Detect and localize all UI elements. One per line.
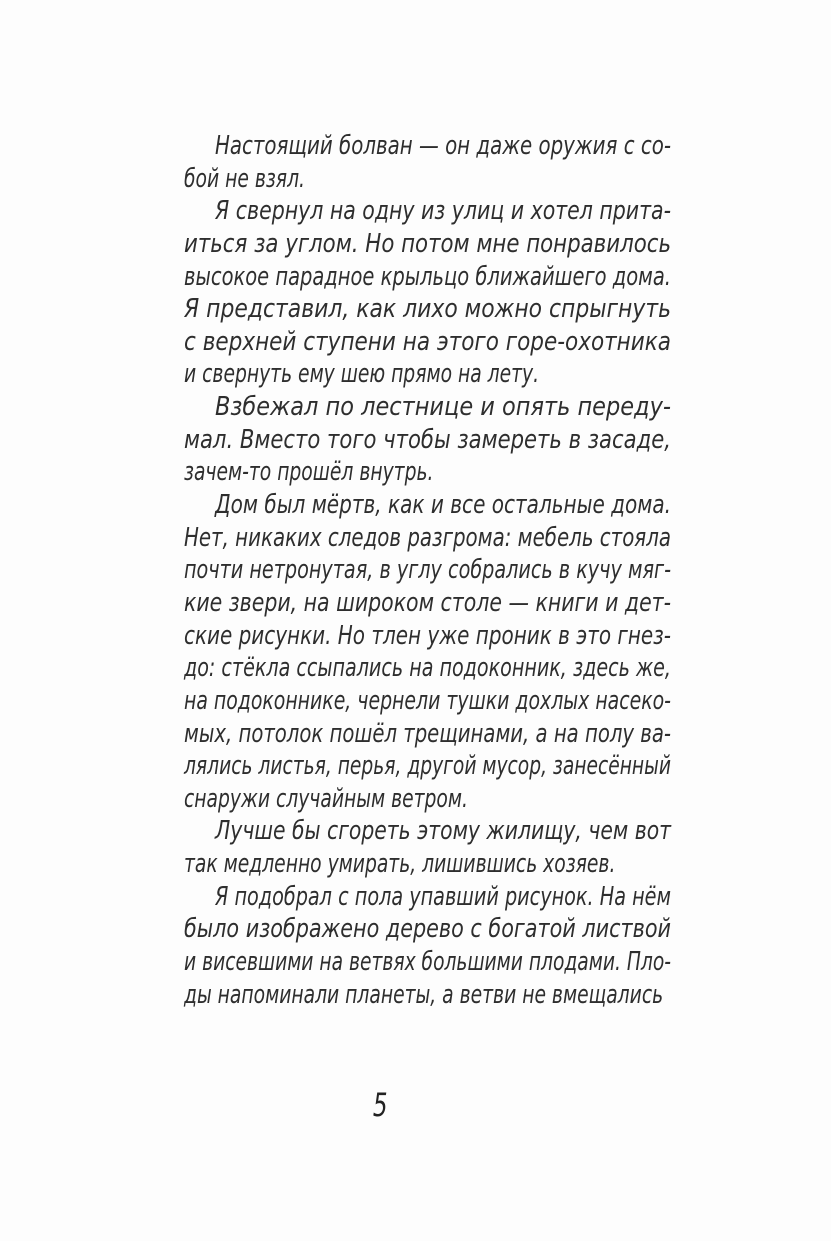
text-line: почти нетронутая, в углу собрались в кучу мяг-: [184, 555, 671, 586]
text-line: на подоконнике, чернели тушки дохлых насеко-: [184, 685, 671, 716]
text-line: лялись листья, перья, другой мусор, занесённый: [184, 751, 671, 782]
paragraph: [184, 815, 671, 880]
text-line: Лучше бы сгореть этому жилищу, чем вот: [215, 816, 671, 847]
text-line: и висевшими на ветвях большими плодами. Пло-: [184, 947, 671, 978]
text-line: бой не взял.: [184, 163, 305, 194]
text-line: Нет, никаких следов разгрома: мебель стояла: [184, 522, 671, 553]
paragraph: [184, 881, 671, 1012]
text-line: Настоящий болван — он даже оружия с со-: [215, 131, 671, 161]
text-line: снаружи случайным ветром.: [184, 783, 468, 814]
text-line: до: стёкла ссыпались на подоконник, здесь же,: [184, 653, 671, 684]
text-line: ды напоминали планеты, а ветви не вмещались: [184, 979, 664, 1010]
text-line: было изображено дерево с богатой листвой: [184, 914, 671, 945]
text-line: Дом был мёртв, как и все остальные дома.: [215, 490, 671, 521]
paragraph: [184, 391, 671, 489]
text-line: Я подобрал с пола упавший рисунок. На нём: [215, 881, 671, 912]
paragraph: [184, 130, 671, 195]
text-line: иться за углом. Но потом мне понравилось: [184, 228, 671, 259]
page-number-value: 5: [372, 1086, 388, 1124]
paragraph: [184, 489, 671, 815]
text-line: зачем-то прошёл внутрь.: [184, 457, 434, 488]
text-line: Я свернул на одну из улиц и хотел прита-: [215, 196, 671, 227]
text-line: высокое парадное крыльцо ближайшего дома.: [184, 261, 671, 292]
text-line: с верхней ступени на этого горе-охотника: [184, 326, 671, 357]
text-line: кие звери, на широком столе — книги и дет-: [184, 587, 671, 618]
page-number: [340, 1086, 420, 1124]
text-line: ские рисунки. Но тлен уже проник в это гнез-: [184, 620, 671, 651]
paragraph: [184, 195, 671, 391]
text-line: Взбежал по лестнице и опять переду-: [215, 392, 671, 423]
text-line: мал. Вместо того чтобы замереть в засаде,: [184, 424, 671, 455]
text-line: и свернуть ему шею прямо на лету.: [184, 359, 540, 390]
text-line: мых, потолок пошёл трещинами, а на полу ва-: [184, 718, 671, 749]
page-text: [184, 130, 671, 1011]
text-line: так медленно умирать, лишившись хозяев.: [184, 849, 616, 880]
text-line: Я представил, как лихо можно спрыгнуть: [184, 294, 671, 325]
